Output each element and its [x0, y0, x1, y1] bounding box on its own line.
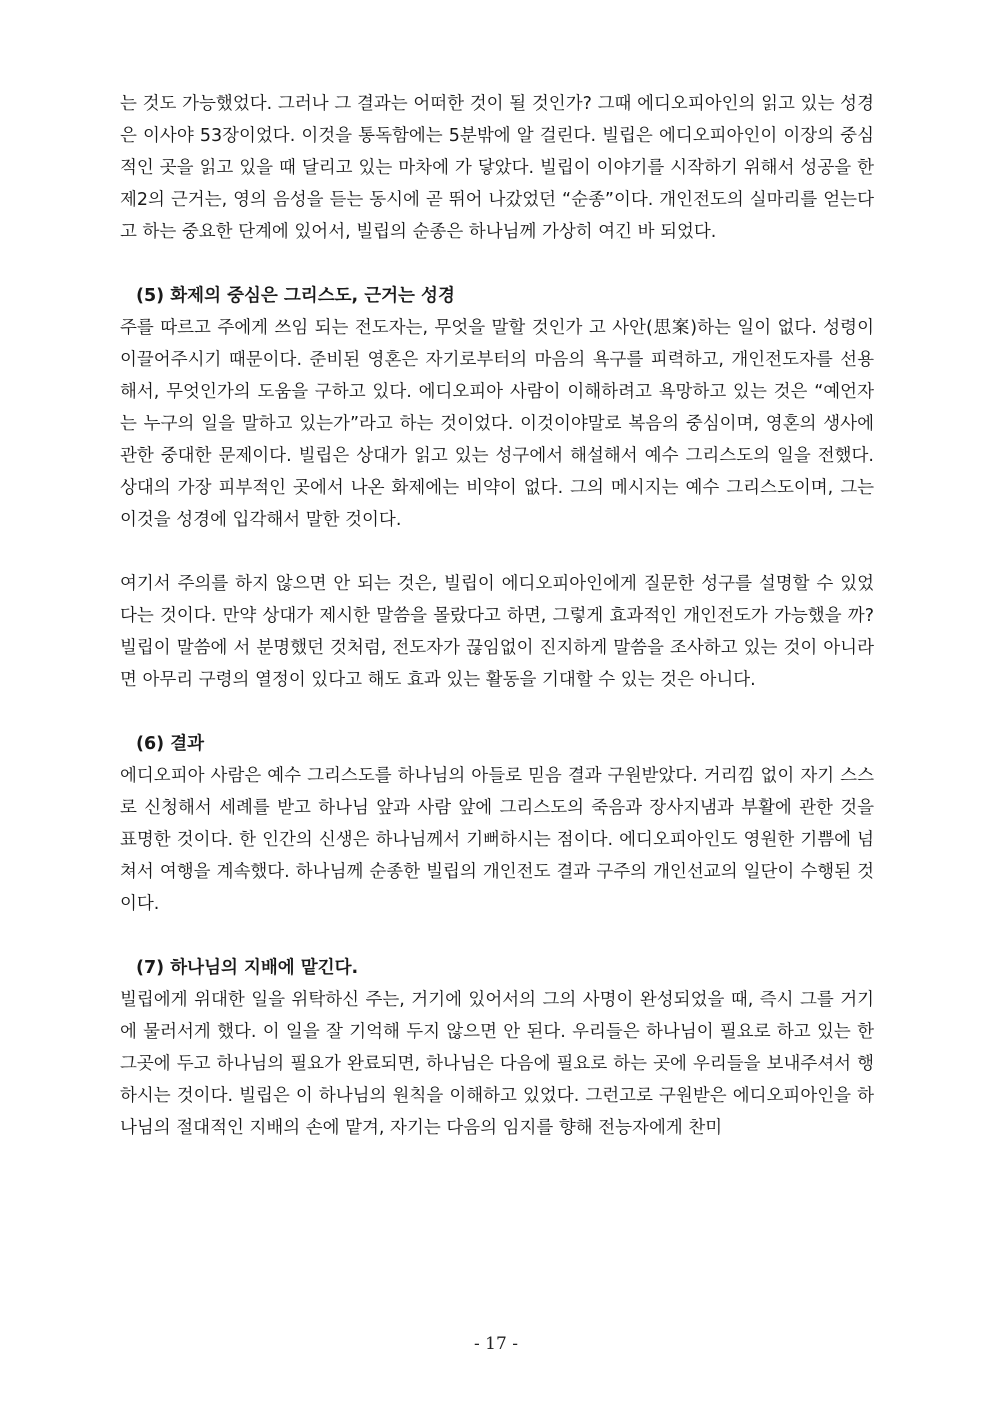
document-page	[120, 88, 874, 1144]
section-heading-6: (6) 결과	[136, 734, 205, 754]
paragraph-intro: 는 것도 가능했었다. 그러나 그 결과는 어떠한 것이 될 것인가? 그때 에디오피아인의 읽고 있는 성경은 이사야 53장이었다. 이것을 통독함에는 5분밖에 알 걸린다. 빌립은 에디오피아인이 이장의 중심적인 곳을 읽고 있을 때 달리고 있는 마차에 가 닿았다. 빌립이 이야기를 시작하기 위해서 성공을 한 제2의 근거는, 영의 음성을 듣는 동시에 곧 뛰어 나갔었던 “순종”이다. 개인전도의 실마리를 얻는다고 하는 중요한 단계에 있어서, 빌립의 순종은 하나님께 가상히 여긴 바 되었다.	[120, 94, 874, 242]
spacer	[120, 536, 874, 568]
page-number: - 17 -	[474, 1334, 518, 1354]
spacer	[120, 248, 874, 280]
spacer	[120, 696, 874, 728]
section-heading-7: (7) 하나님의 지배에 맡긴다.	[136, 958, 359, 978]
paragraph-section-5: 주를 따르고 주에게 쓰임 되는 전도자는, 무엇을 말할 것인가 고 사안(思案)하는 일이 없다. 성령이 이끌어주시기 때문이다. 준비된 영혼은 자기로부터의 마음의 욕구를 피력하고, 개인전도자를 선용해서, 무엇인가의 도움을 구하고 있다. 에디오피아 사람이 이해하려고 욕망하고 있는 것은 “예언자는 누구의 일을 말하고 있는가”라고 하는 것이었다. 이것이야말로 복음의 중심이며, 영혼의 생사에 관한 중대한 문제이다. 빌립은 상대가 읽고 있는 성구에서 해설해서 예수 그리스도의 일을 전했다. 상대의 가장 피부적인 곳에서 나온 화제에는 비약이 없다. 그의 메시지는 예수 그리스도이며, 그는 이것을 성경에 입각해서 말한 것이다.	[120, 318, 874, 530]
paragraph-section-5-note: 여기서 주의를 하지 않으면 안 되는 것은, 빌립이 에디오피아인에게 질문한 성구를 설명할 수 있었다는 것이다. 만약 상대가 제시한 말씀을 몰랐다고 하면, 그렇게 효과적인 개인전도가 가능했을 까? 빌립이 말씀에 서 분명했던 것처럼, 전도자가 끊임없이 진지하게 말씀을 조사하고 있는 것이 아니라면 아무리 구령의 열정이 있다고 해도 효과 있는 활동을 기대할 수 있는 것은 아니다.	[120, 574, 874, 690]
section-heading-5: (5) 화제의 중심은 그리스도, 근거는 성경	[136, 286, 455, 306]
paragraph-section-7: 빌립에게 위대한 일을 위탁하신 주는, 거기에 있어서의 그의 사명이 완성되었을 때, 즉시 그를 거기에 물러서게 했다. 이 일을 잘 기억해 두지 않으면 안 된다. 우리들은 하나님이 필요로 하고 있는 한 그곳에 두고 하나님의 필요가 완료되면, 하나님은 다음에 필요로 하는 곳에 우리들을 보내주셔서 행하시는 것이다. 빌립은 이 하나님의 원칙을 이해하고 있었다. 그런고로 구원받은 에디오피아인을 하나님의 절대적인 지배의 손에 맡겨, 자기는 다음의 임지를 향해 전능자에게 찬미	[120, 990, 874, 1138]
paragraph-section-6: 에디오피아 사람은 예수 그리스도를 하나님의 아들로 믿음 결과 구원받았다. 거리낌 없이 자기 스스로 신청해서 세례를 받고 하나님 앞과 사람 앞에 그리스도의 죽음과 장사지냄과 부활에 관한 것을 표명한 것이다. 한 인간의 신생은 하나님께서 기뻐하시는 점이다. 에디오피아인도 영원한 기쁨에 넘쳐서 여행을 계속했다. 하나님께 순종한 빌립의 개인전도 결과 구주의 개인선교의 일단이 수행된 것이다.	[120, 766, 874, 914]
spacer	[120, 920, 874, 952]
